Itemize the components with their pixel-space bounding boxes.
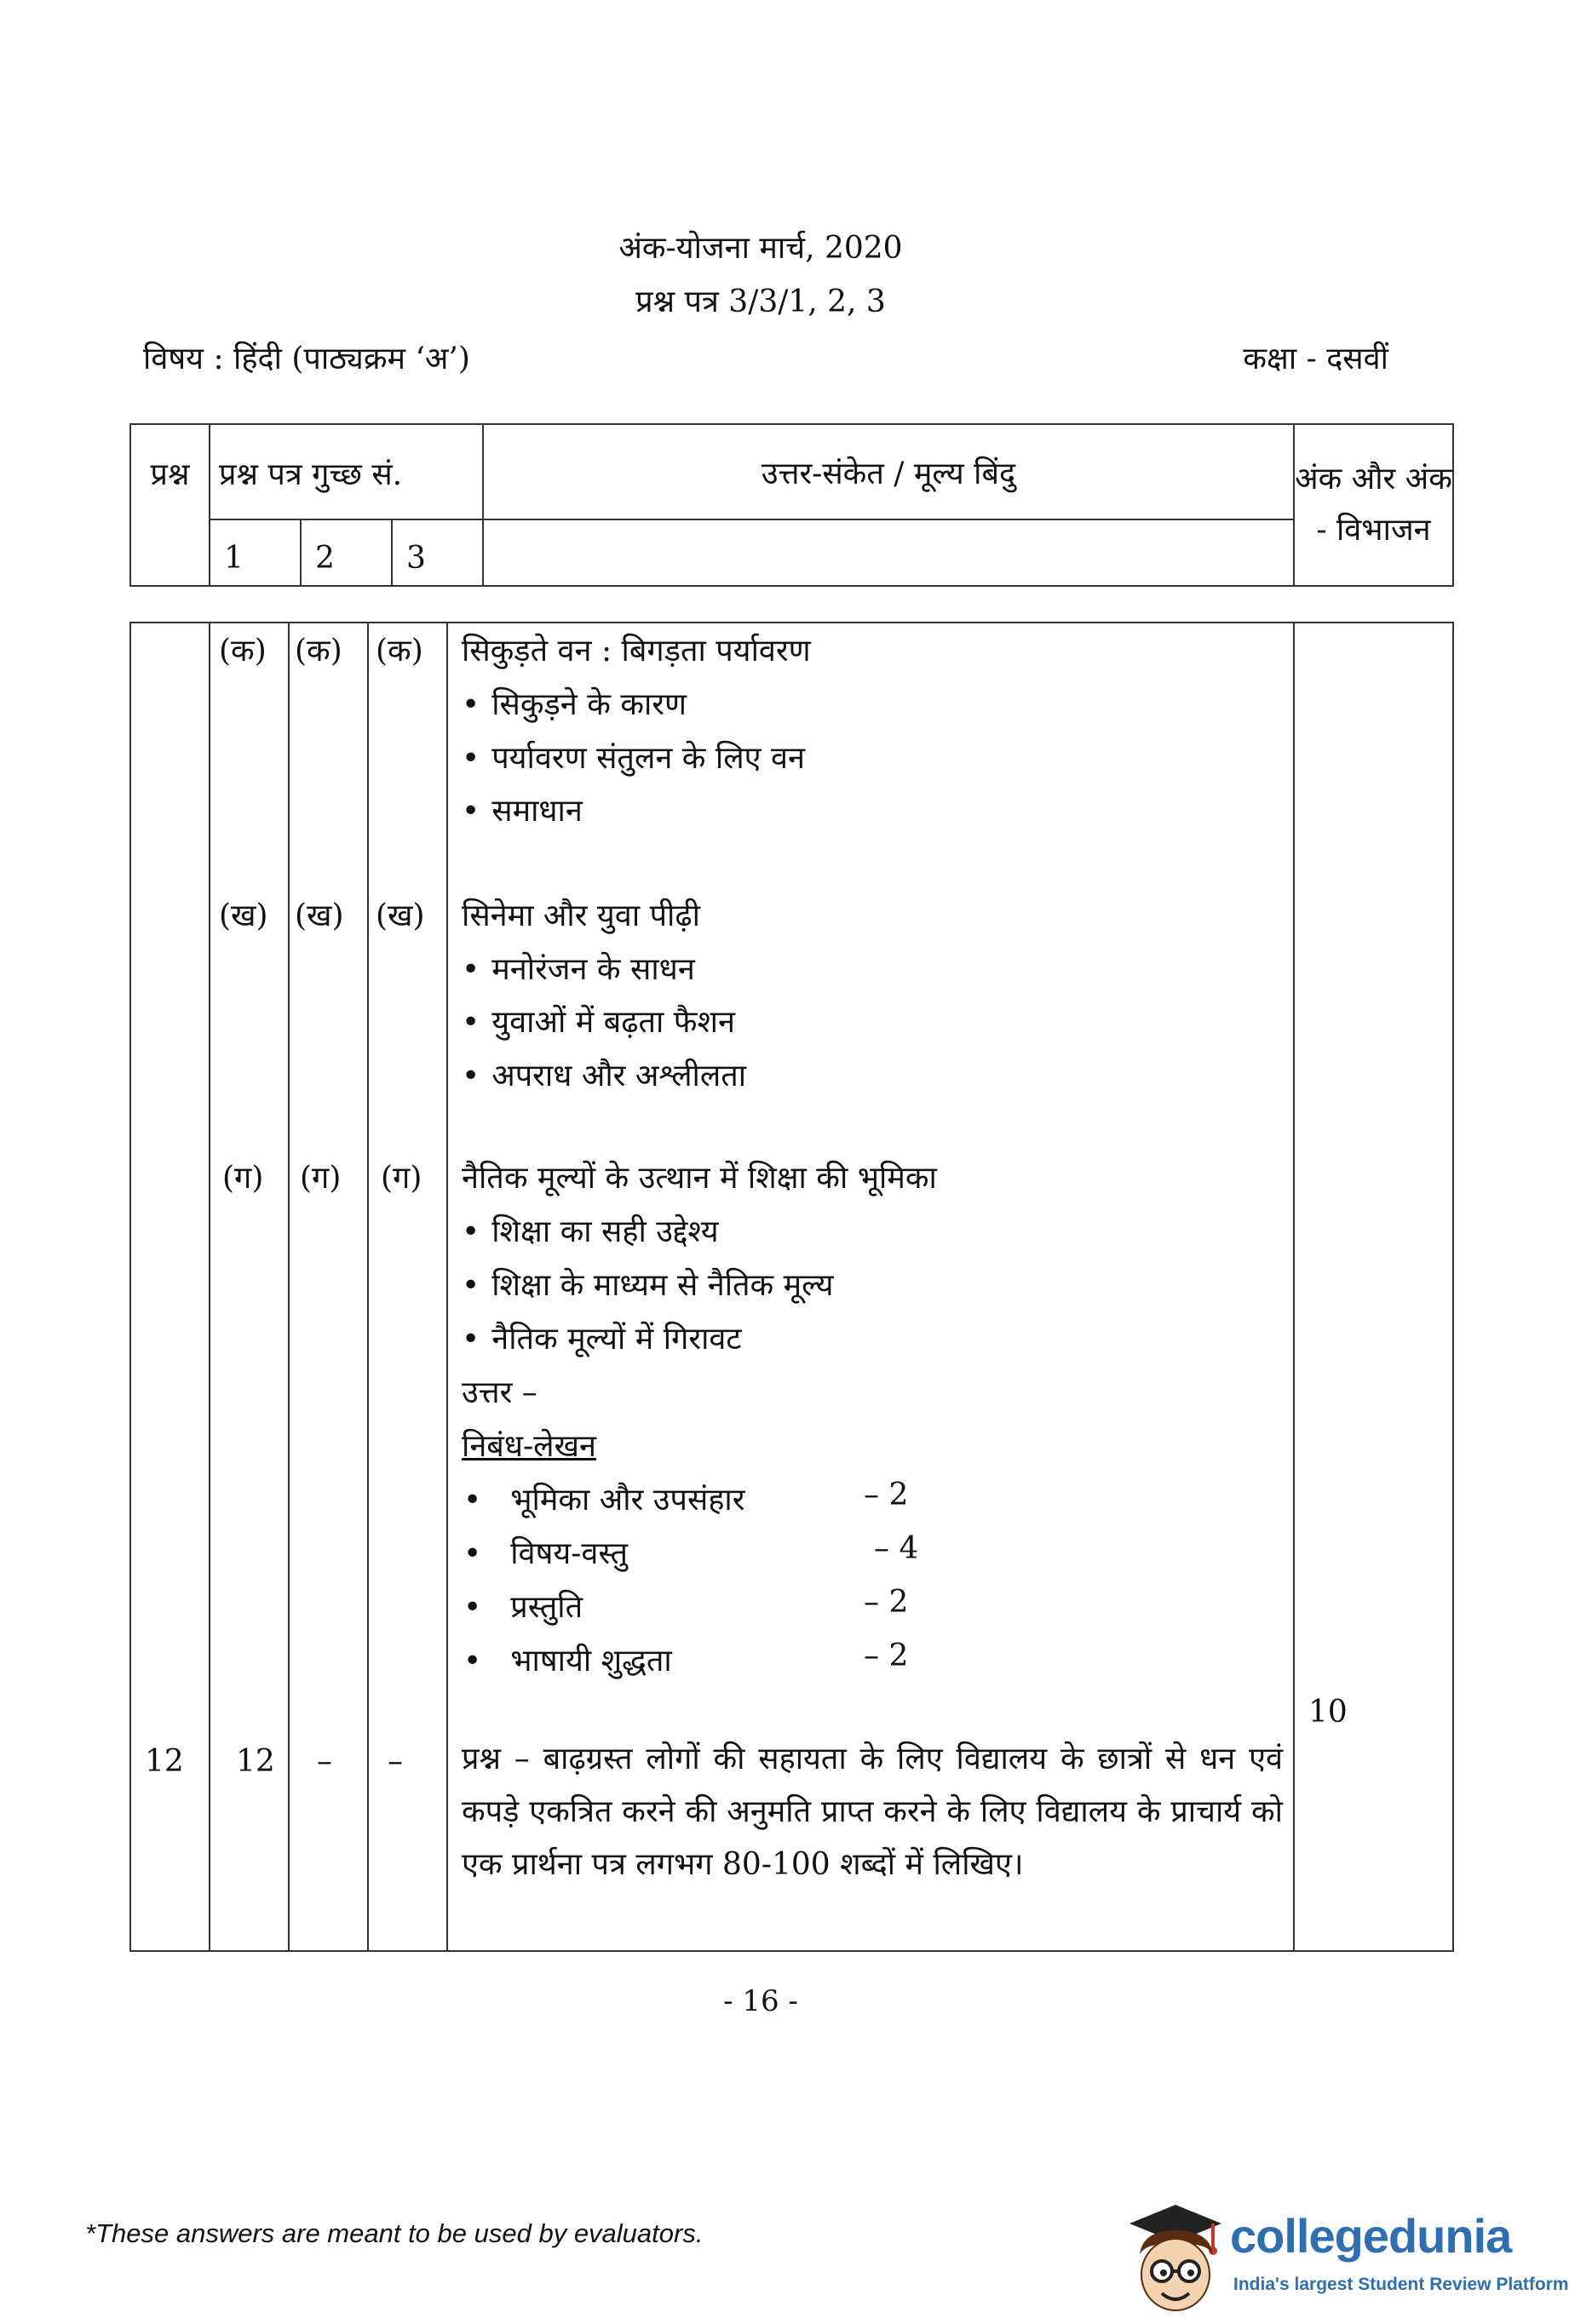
marks-cell [1294, 623, 1453, 1951]
brand-name: collegedunia [1230, 2209, 1512, 2263]
set2-cell [289, 623, 368, 1951]
brand-tagline: India's largest Student Review Platform [1233, 2275, 1569, 2294]
set3-cell [368, 623, 447, 1951]
option-point: • समाधान [462, 789, 583, 830]
evaluator-note: *These answers are meant to be used by evaluators. [85, 2218, 704, 2248]
total-marks: 10 [1308, 1695, 1348, 1730]
option-label: (ख) [295, 898, 344, 933]
option-label: (ख) [376, 898, 425, 933]
option-label: (ख) [219, 898, 268, 933]
page-number: - 16 - [723, 1984, 798, 2018]
question-number: 12 [145, 1744, 184, 1779]
scheme-title: अंक-योजना मार्च, 2020 [618, 231, 903, 266]
header-answer-blank [483, 519, 1294, 586]
header-set-3: 3 [392, 519, 483, 586]
rubric-marks: – 2 [864, 1478, 909, 1512]
option-point: • मनोरंजन के साधन [462, 947, 695, 989]
question-cell [130, 623, 210, 1951]
rubric-name: • विषय-वस्तु [463, 1531, 628, 1573]
set3-number: – [388, 1744, 403, 1779]
option-point: • सिकुड़ने के कारण [462, 682, 687, 724]
option-label: (ग) [222, 1161, 264, 1196]
option-topic: सिकुड़ते वन : बिगड़ता पर्यावरण [462, 634, 811, 669]
class-label: कक्षा - दसवीं [1243, 341, 1388, 376]
header-set-2: 2 [301, 519, 392, 586]
answer-cell [447, 623, 1294, 1951]
header-question: प्रश्न [130, 424, 210, 586]
table-header [129, 423, 1454, 587]
rubric-name: • भूमिका और उपसंहार [463, 1478, 744, 1519]
brand-logo [1124, 2201, 1569, 2321]
subject-label: विषय : हिंदी (पाठ्यक्रम ‘अ’) [143, 341, 470, 376]
option-label: (ग) [381, 1161, 422, 1196]
option-label: (ग) [300, 1161, 342, 1196]
option-label: (क) [376, 634, 423, 669]
answer-table [129, 622, 1454, 1952]
rubric-name: • प्रस्तुति [463, 1585, 583, 1627]
option-point: • नैतिक मूल्यों में गिरावट [462, 1317, 742, 1358]
option-point: • अपराध और अश्लीलता [462, 1053, 746, 1095]
set2-number: – [317, 1744, 332, 1779]
set1-number: 12 [236, 1744, 275, 1779]
option-label: (क) [219, 634, 267, 669]
rubric-marks: – 2 [864, 1638, 909, 1673]
option-point: • शिक्षा का सही उद्देश्य [462, 1209, 719, 1251]
header-set: प्रश्न पत्र गुच्छ सं. [210, 424, 483, 519]
option-label: (क) [295, 634, 342, 669]
header-set-1: 1 [210, 519, 301, 586]
option-topic: नैतिक मूल्यों के उत्थान में शिक्षा की भूमिका [462, 1161, 937, 1196]
rubric-marks: – 4 [874, 1531, 919, 1566]
rubric-marks: – 2 [864, 1585, 909, 1620]
option-point: • शिक्षा के माध्यम से नैतिक मूल्य [462, 1263, 834, 1305]
mascot-icon [1124, 2201, 1227, 2321]
option-point: • युवाओं में बढ़ता फैशन [462, 1000, 735, 1041]
answer-label: उत्तर – [462, 1375, 537, 1410]
essay-heading: निबंध-लेखन [462, 1429, 597, 1464]
question-text: प्रश्न – बाढ़ग्रस्त लोगों की सहायता के लिए विद्यालय के छात्रों से धन एवं कपड़े एकत्रित करने की अनुमति प्राप्त करने के लिए विद्यालय के प्राचार्य को एक प्रार्थना पत्र लगभग 80-100 शब्दों में लिखिए। [462, 1742, 1283, 1882]
header-answer: उत्तर-संकेत / मूल्य बिंदु [483, 424, 1294, 519]
header-marks: अंक और अंक - विभाजन [1294, 424, 1453, 586]
set1-cell [210, 623, 289, 1951]
option-point: • पर्यावरण संतुलन के लिए वन [462, 736, 805, 778]
paper-code: प्रश्न पत्र 3/3/1, 2, 3 [635, 284, 886, 319]
rubric-name: • भाषायी शुद्धता [463, 1638, 672, 1680]
option-topic: सिनेमा और युवा पीढ़ी [462, 898, 700, 933]
